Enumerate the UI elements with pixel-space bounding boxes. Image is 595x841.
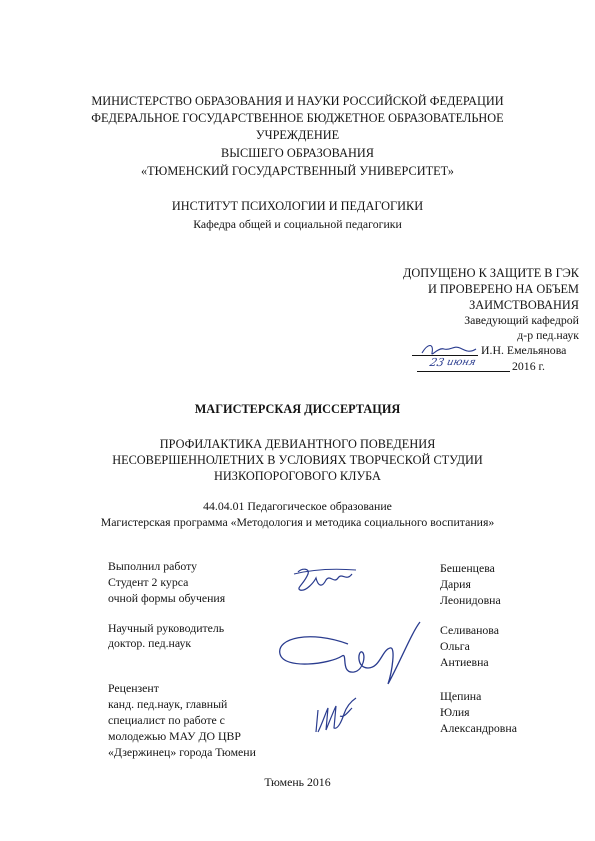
reviewer-role-2: канд. пед.наук, главный xyxy=(108,697,228,711)
reviewer-patronymic: Александровна xyxy=(440,721,517,735)
supervisor-role-1: Научный руководитель xyxy=(108,621,225,635)
student-role-2: Студент 2 курса xyxy=(108,575,189,589)
supervisor-role-2: доктор. пед.наук xyxy=(108,636,192,650)
city-year: Тюмень 2016 xyxy=(264,775,331,789)
supervisor-first-name: Ольга xyxy=(440,639,470,653)
reviewer-signature xyxy=(308,690,368,742)
approval-line-2: И ПРОВЕРЕНО НА ОБЪЕМ xyxy=(427,282,579,296)
supervisor-surname: Селиванова xyxy=(440,623,499,637)
reviewer-first-name: Юлия xyxy=(440,705,470,719)
student-surname: Бешенцева xyxy=(440,561,495,575)
program-name: Магистерская программа «Методология и методика социального воспитания» xyxy=(100,515,495,529)
federal-heading: ФЕДЕРАЛЬНОЕ ГОСУДАРСТВЕННОЕ БЮДЖЕТНОЕ ОБРАЗОВАТЕЛЬНОЕ xyxy=(91,111,504,125)
reviewer-role-4: молодежью МАУ ДО ЦВР xyxy=(108,729,241,743)
reviewer-role-3: специалист по работе с xyxy=(108,713,225,727)
student-patronymic: Леонидовна xyxy=(440,593,501,607)
higher-ed-heading: ВЫСШЕГО ОБРАЗОВАНИЯ xyxy=(221,146,374,160)
supervisor-signature xyxy=(270,612,430,692)
approval-line-3: ЗАИМСТВОВАНИЯ xyxy=(469,298,579,312)
institution-heading: УЧРЕЖДЕНИЕ xyxy=(255,128,340,142)
approval-line-1: ДОПУЩЕНО К ЗАЩИТЕ В ГЭК xyxy=(402,266,579,280)
handwritten-month: июня xyxy=(445,357,477,368)
topic-line-3: НИЗКОПОРОГОВОГО КЛУБА xyxy=(214,469,381,483)
approval-year: 2016 г. xyxy=(512,359,545,373)
program-code: 44.04.01 Педагогическое образование xyxy=(203,499,392,513)
head-position: Заведующий кафедрой xyxy=(464,313,579,327)
student-role-3: очной формы обучения xyxy=(108,591,226,605)
supervisor-patronymic: Антиевна xyxy=(440,655,489,669)
institute-heading: ИНСТИТУТ ПСИХОЛОГИИ И ПЕДАГОГИКИ xyxy=(171,199,424,213)
handwritten-day: 23 xyxy=(428,356,446,369)
student-role-1: Выполнил работу xyxy=(108,559,197,573)
document-type: МАГИСТЕРСКАЯ ДИССЕРТАЦИЯ xyxy=(194,402,401,416)
ministry-heading: МИНИСТЕРСТВО ОБРАЗОВАНИЯ И НАУКИ РОССИЙСКОЙ ФЕДЕРАЦИИ xyxy=(91,94,504,108)
topic-line-2: НЕСОВЕРШЕННОЛЕТНИХ В УСЛОВИЯХ ТВОРЧЕСКОЙ СТУДИИ xyxy=(112,453,483,467)
topic-line-1: ПРОФИЛАКТИКА ДЕВИАНТНОГО ПОВЕДЕНИЯ xyxy=(159,437,436,451)
reviewer-role-1: Рецензент xyxy=(108,681,159,695)
student-first-name: Дария xyxy=(440,577,471,591)
reviewer-surname: Щепина xyxy=(440,689,482,703)
university-heading: «ТЮМЕНСКИЙ ГОСУДАРСТВЕННЫЙ УНИВЕРСИТЕТ» xyxy=(141,164,454,178)
date-line xyxy=(417,371,510,372)
reviewer-role-5: «Дзержинец» города Тюмени xyxy=(108,745,256,759)
student-signature xyxy=(290,564,360,596)
department-name: Кафедра общей и социальной педагогики xyxy=(193,217,402,231)
head-name: И.Н. Емельянова xyxy=(481,343,567,357)
head-degree: д-р пед.наук xyxy=(517,328,579,342)
